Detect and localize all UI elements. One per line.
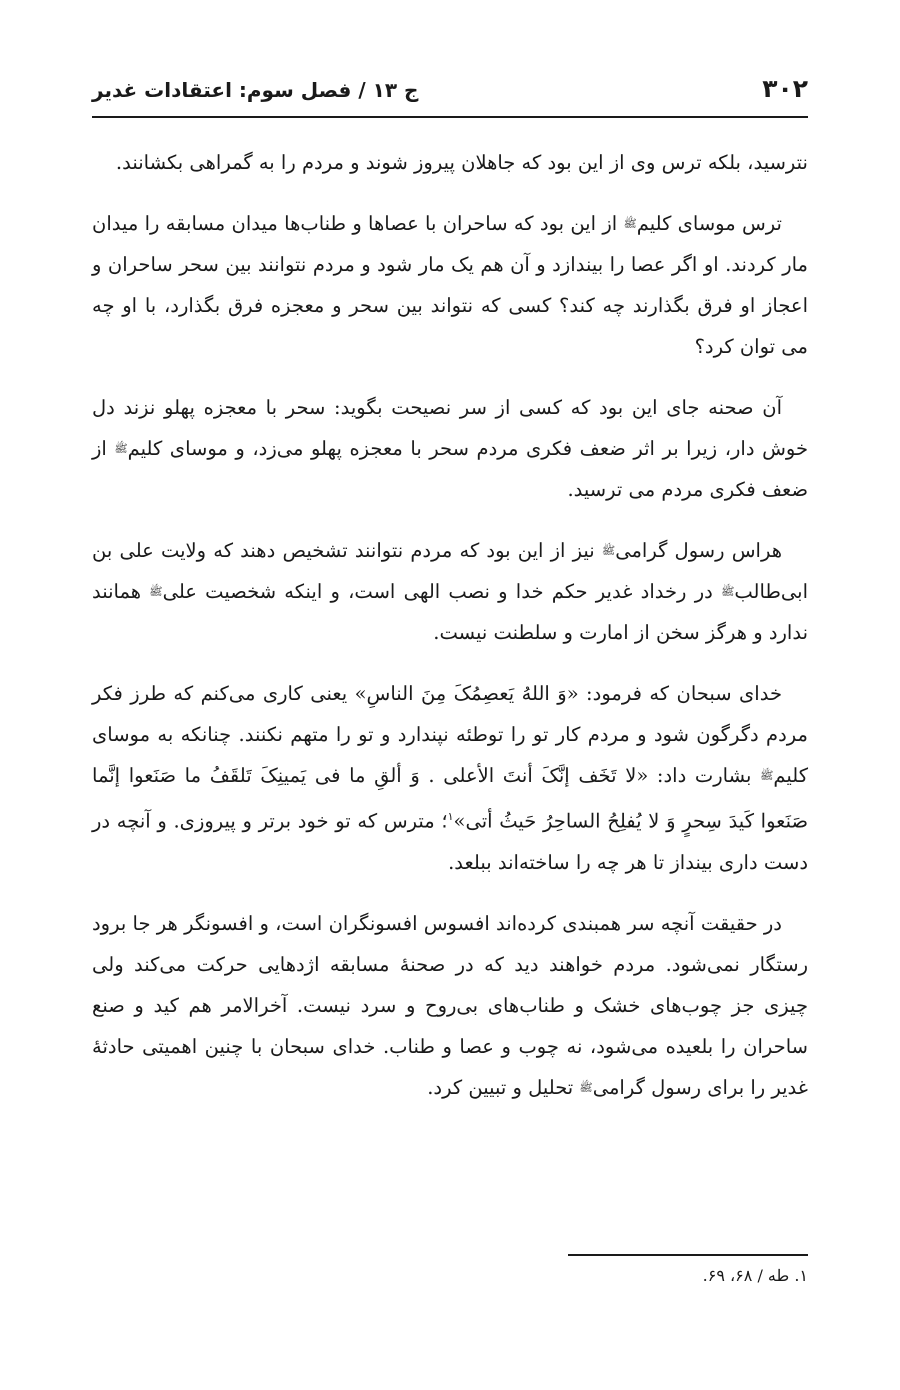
honorific-mark: ﷺ — [149, 585, 163, 598]
paragraph-5-quote: بشارت داد: «لا تَخَف إنَّکَ أنتَ الأعلی . وَ ألقِ ما فی یَمینِکَ تَلقَفُ ما صَنَعوا إنَّما صَنَعوا کَیدَ سِحرٍ وَ لا یُفلِحُ الساحِرُ حَیثُ أتی» — [92, 764, 809, 833]
paragraph-4 — [92, 530, 808, 653]
paragraph-2-b: از این بود که ساحران با عصاها و طناب‌ها میدان مسابقه را میدان مار کردند. او اگر عصا را بیندازد و آن هم یک مار شود و مردم نتوانند بین سحر ساحران و اعجاز او فرق بگذارند چه کند؟ کسی که نتواند بین سحر و معجزه فرق بگذارد، با او چه می توان کرد؟ — [92, 212, 808, 358]
paragraph-6-b: تحلیل و تبیین کرد. — [427, 1075, 574, 1099]
paragraph-1-text: نترسید، بلکه ترس وی از این بود که جاهلان پیروز شوند و مردم را به گمراهی بکشانند. — [115, 151, 808, 174]
footnote: ۱. طه / ۶۸، ۶۹. — [702, 1266, 808, 1285]
paragraph-5-a: خدای سبحان که فرمود: «وَ اللهُ یَعصِمُکَ مِنَ الناسِ» یعنی کاری می‌کنم که طرز فکر مردم دگرگون شود و مردم کار تو را توطئه نپندارد و تو را متهم نکنند. چنانکه به موسای کلیم — [92, 682, 808, 787]
paragraph-2 — [92, 203, 808, 367]
paragraph-4-a: هراس رسول گرامی — [615, 539, 782, 562]
page-header — [92, 68, 808, 118]
paragraph-1 — [92, 142, 808, 183]
paragraph-3 — [92, 387, 808, 510]
paragraph-5 — [92, 673, 808, 883]
paragraph-4-b: نیز از این بود که مردم نتوانند تشخیص دهند که ولایت علی بن ابی‌طالب — [92, 539, 809, 603]
paragraph-6 — [92, 903, 808, 1108]
paragraph-4-d: همانند ندارد و هرگز سخن از امارت و سلطنت نیست. — [92, 580, 808, 644]
main-text — [92, 142, 808, 1128]
running-head: ج ۱۳ / فصل سوم: اعتقادات غدیر — [92, 78, 419, 102]
footnote-divider — [568, 1254, 808, 1256]
paragraph-4-c: در رخداد غدیر حکم خدا و نصب الهی است، و اینکه شخصیت علی — [162, 580, 713, 603]
footnote-ref[interactable]: ۱ — [447, 810, 454, 823]
paragraph-3-b: از ضعف فکری مردم می ترسید. — [92, 437, 808, 501]
honorific-mark: ﷺ — [114, 442, 128, 455]
honorific-mark: ﷺ — [579, 1080, 593, 1094]
paragraph-6-a: در حقیقت آنچه سر همبندی کرده‌اند افسوس افسونگران است، و افسونگر هر جا برود رستگار نمی‌شود. مردم خواهند دید که در صحنهٔ مسابقه اژدهایی حرکت می‌کند ولی چیزی جز چوب‌های خشک و طناب‌های بی‌روح و سرد نیست. آخرالامر هم کید و صنع ساحران را بلعیده می‌شود، نه چوب و عصا و طناب. خدای سبحان با چنین اهمیتی حادثهٔ غدیر را برای رسول گرامی — [92, 911, 808, 1099]
honorific-mark: ﷺ — [623, 217, 637, 230]
page-number: ۳۰۲ — [762, 74, 808, 103]
paragraph-2-a: ترس موسای کلیم — [636, 212, 782, 235]
paragraph-5-c: ؛ مترس که تو خود برتر و پیروزی. و آنچه در دست داری بینداز تا هر چه را ساخته‌اند ببلعد. — [92, 809, 808, 874]
paragraph-3-a: آن صحنه جای این بود که کسی از سر نصیحت بگوید: سحر با معجزه پهلو نزند دل خوش دار، زیرا بر اثر ضعف فکری مردم سحر با معجزه پهلو می‌زد، و موسای کلیم — [92, 396, 808, 460]
honorific-mark: ﷺ — [760, 769, 774, 782]
honorific-mark: ﷺ — [601, 544, 616, 557]
honorific-mark: ﷺ — [721, 585, 735, 598]
